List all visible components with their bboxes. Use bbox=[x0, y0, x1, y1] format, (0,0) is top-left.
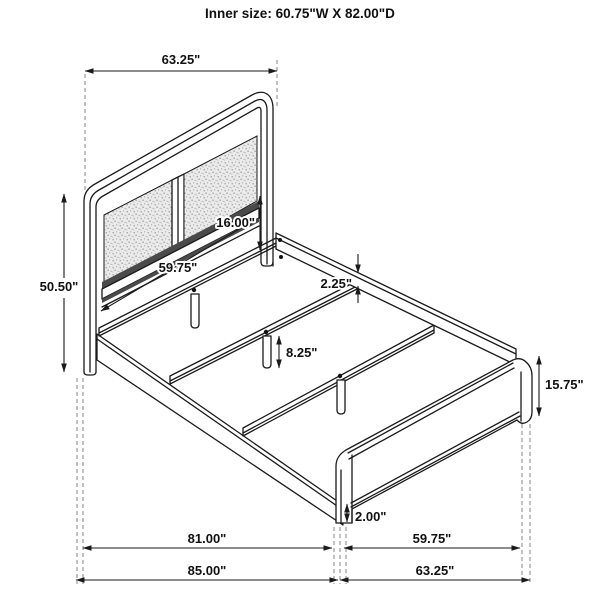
dim-slat-thickness-label: 2.25" bbox=[320, 276, 352, 291]
headboard bbox=[84, 92, 273, 375]
dim-support-leg-height-label: 8.25" bbox=[286, 345, 318, 360]
dim-headboard-rail-height-label: 16.00" bbox=[216, 215, 255, 230]
extension-lines bbox=[77, 60, 530, 584]
dim-top-width bbox=[85, 52, 277, 71]
screw-dot bbox=[338, 374, 342, 378]
dim-outer-length bbox=[76, 563, 338, 580]
dim-footboard-inner-width-label: 59.75" bbox=[412, 531, 452, 546]
footboard-body bbox=[336, 359, 532, 523]
screw-dot bbox=[278, 238, 282, 242]
dim-headboard-inner-width-label: 59.75" bbox=[158, 260, 198, 275]
center-support-leg-1 bbox=[191, 294, 199, 328]
dim-footboard-height-label: 15.75" bbox=[545, 377, 584, 392]
screw-dot bbox=[192, 288, 196, 292]
side-rail-left bbox=[97, 334, 343, 525]
dim-support-leg-height bbox=[279, 336, 317, 368]
screw-dot bbox=[264, 330, 268, 334]
inner-size-title: Inner size: 60.75"W X 82.00"D bbox=[205, 6, 395, 21]
center-support-leg-2 bbox=[263, 336, 271, 368]
dim-inner-length-label: 81.00" bbox=[187, 531, 227, 546]
dim-footboard-inner-width bbox=[344, 531, 520, 548]
dim-footboard-outer-width-label: 63.25" bbox=[415, 563, 455, 578]
footboard bbox=[336, 359, 532, 523]
dim-outer-length-label: 85.00" bbox=[187, 563, 227, 578]
center-support-leg-3 bbox=[337, 380, 345, 414]
dim-top-width-label: 63.25" bbox=[161, 52, 201, 67]
dim-left-height bbox=[40, 194, 79, 372]
screw-dot bbox=[279, 255, 283, 259]
dim-inner-length bbox=[83, 531, 332, 548]
dim-left-height-label: 50.50" bbox=[39, 279, 79, 294]
dim-footboard-height bbox=[539, 356, 584, 416]
dim-footboard-clearance-label: 2.00" bbox=[355, 509, 387, 524]
dim-footboard-outer-width bbox=[340, 563, 530, 580]
